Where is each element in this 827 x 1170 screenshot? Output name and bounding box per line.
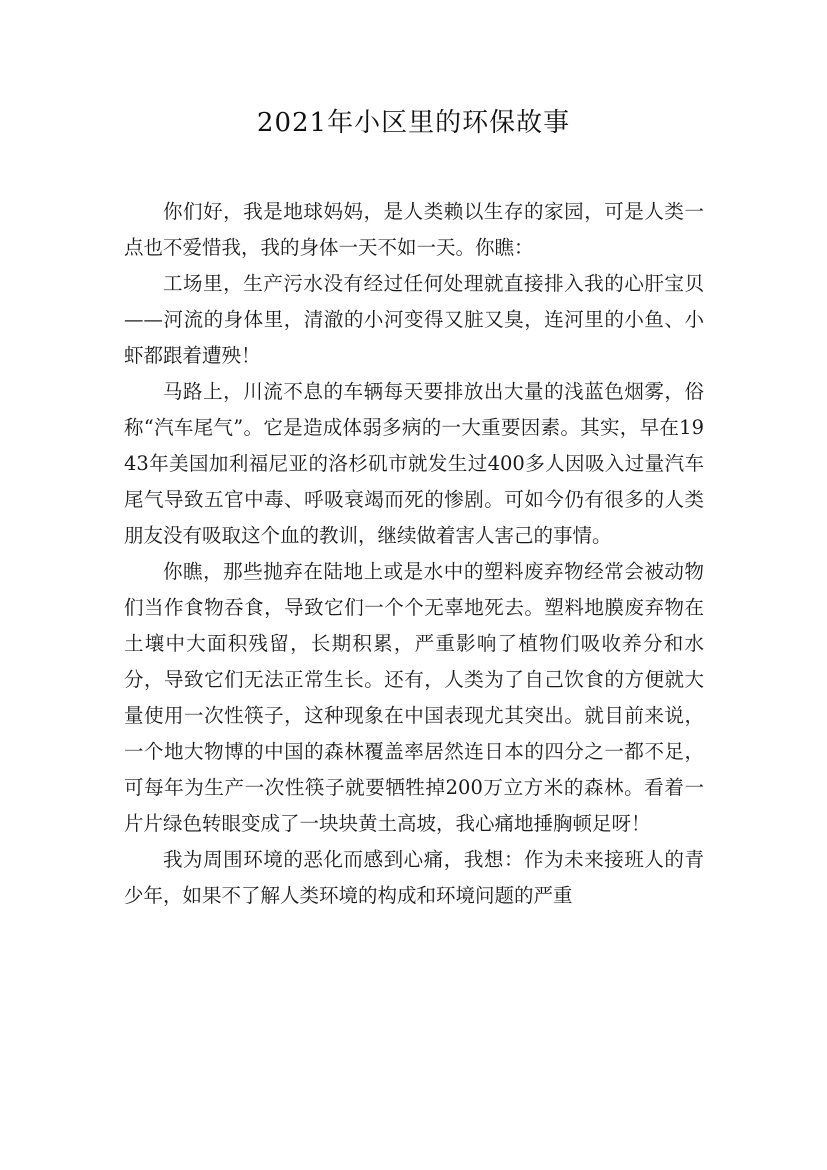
- document-title: 2021年小区里的环保故事: [256, 108, 571, 138]
- paragraph-intro: 你们好，我是地球妈妈，是人类赖以生存的家园，可是人类一点也不爱惜我，我的身体一天不如一天。你瞧：: [124, 200, 704, 259]
- paragraph-plastic: 你瞧，那些抛弃在陆地上或是水中的塑料废弃物经常会被动物们当作食物吞食，导致它们一个个无辜地死去。塑料地膜废弃物在土壤中大面积残留，长期积累，严重影响了植物们吸收养分和水分，导致它们无法正常生长。还有，人类为了自己饮食的方便就大量使用一次性筷子，这种现象在中国表现尤其突出。就目前来说，一个地大物博的中国的森林覆盖率居然连日本的四分之一都不足，可每年为生产一次性筷子就要牺牲掉200万立方米的森林。看着一片片绿色转眼变成了一块块黄土高坡，我心痛地捶胸顿足呀！: [124, 560, 704, 835]
- document-body: [124, 194, 704, 914]
- paragraph-road: 马路上，川流不息的车辆每天要排放出大量的浅蓝色烟雾，俗称“汽车尾气”。它是造成体弱多病的一大重要因素。其实，早在1943年美国加利福尼亚的洛杉矶市就发生过400多人因吸入过量汽车尾气导致五官中毒、呼吸衰竭而死的惨剧。可如今仍有很多的人类朋友没有吸取这个血的教训，继续做着害人害己的事情。: [124, 380, 704, 547]
- paragraph-conclusion: 我为周围环境的恶化而感到心痛，我想：作为未来接班人的青少年，如果不了解人类环境的构成和环境问题的严重: [124, 848, 704, 907]
- paragraph-factory: 工场里，生产污水没有经过任何处理就直接排入我的心肝宝贝——河流的身体里，清澈的小河变得又脏又臭，连河里的小鱼、小虾都跟着遭殃！: [124, 272, 704, 367]
